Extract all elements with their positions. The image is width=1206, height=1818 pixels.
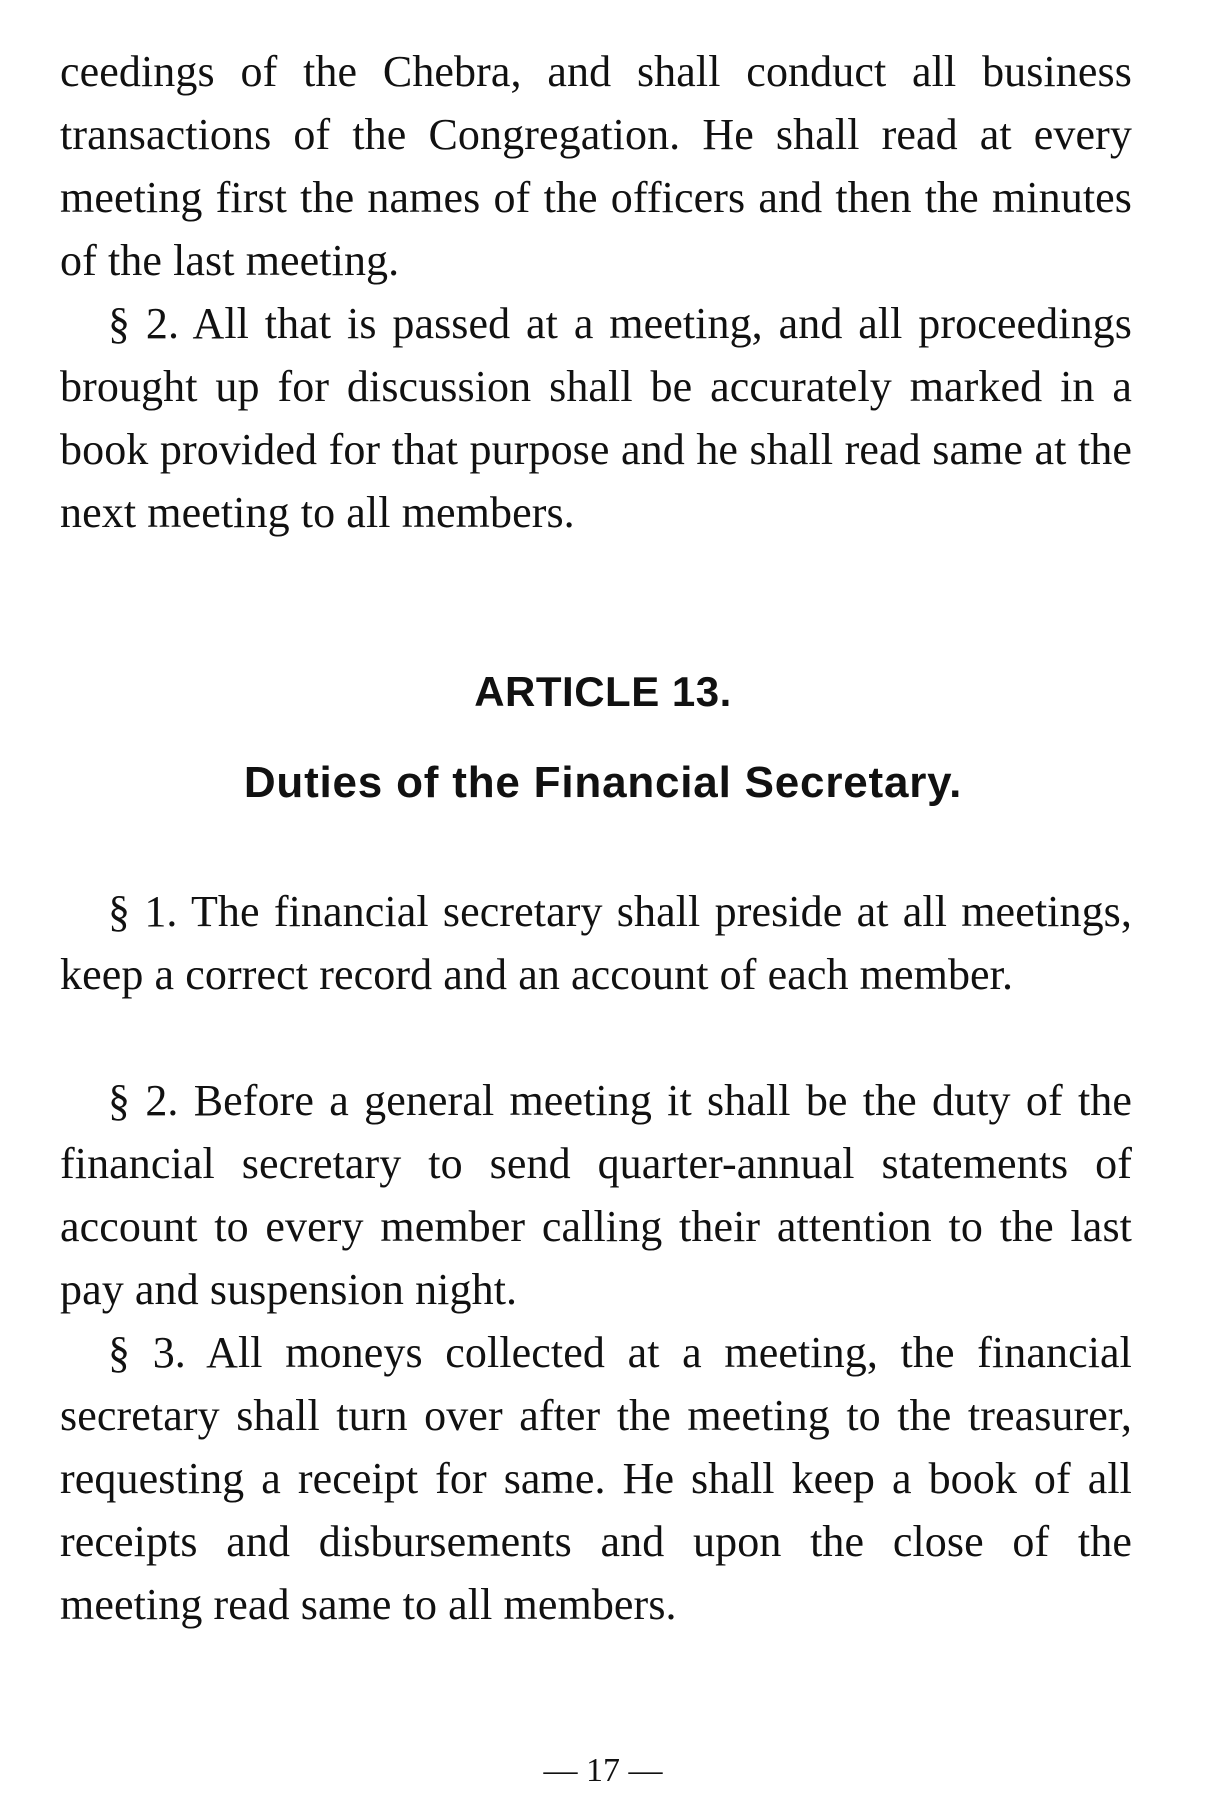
article-title: Duties of the Financial Secretary. <box>243 758 963 807</box>
section-2-previous-article: § 2. All that is passed at a meeting, and all proceedings brought up for discussion shall be accurately marked in a book provided for that purpose and he shall read same at the next meeting to all members. <box>60 299 1132 537</box>
section-1-paragraph: § 1. The financial secretary shall preside at all meetings, keep a correct record and an account of each member. <box>60 887 1132 999</box>
article-heading: ARTICLE 13. <box>474 668 732 715</box>
continuation-paragraph: ceedings of the Chebra, and shall conduct all business transactions of the Congregation. He shall read at every meeting first the names of the officers and then the minutes of the last meeting. <box>60 47 1132 285</box>
section-3-paragraph: § 3. All moneys collected at a meeting, the financial secretary shall turn over after the meeting to the treasurer, requesting a receipt for same. He shall keep a book of all receipts and disbursements and upon the close of the meeting read same to all members. <box>60 1328 1132 1629</box>
page-number: — 17 — <box>543 1752 663 1789</box>
section-2-paragraph: § 2. Before a general meeting it shall be the duty of the financial secretary to send quarter-annual statements of account to every member calling their attention to the last pay and suspension night. <box>60 1076 1132 1314</box>
